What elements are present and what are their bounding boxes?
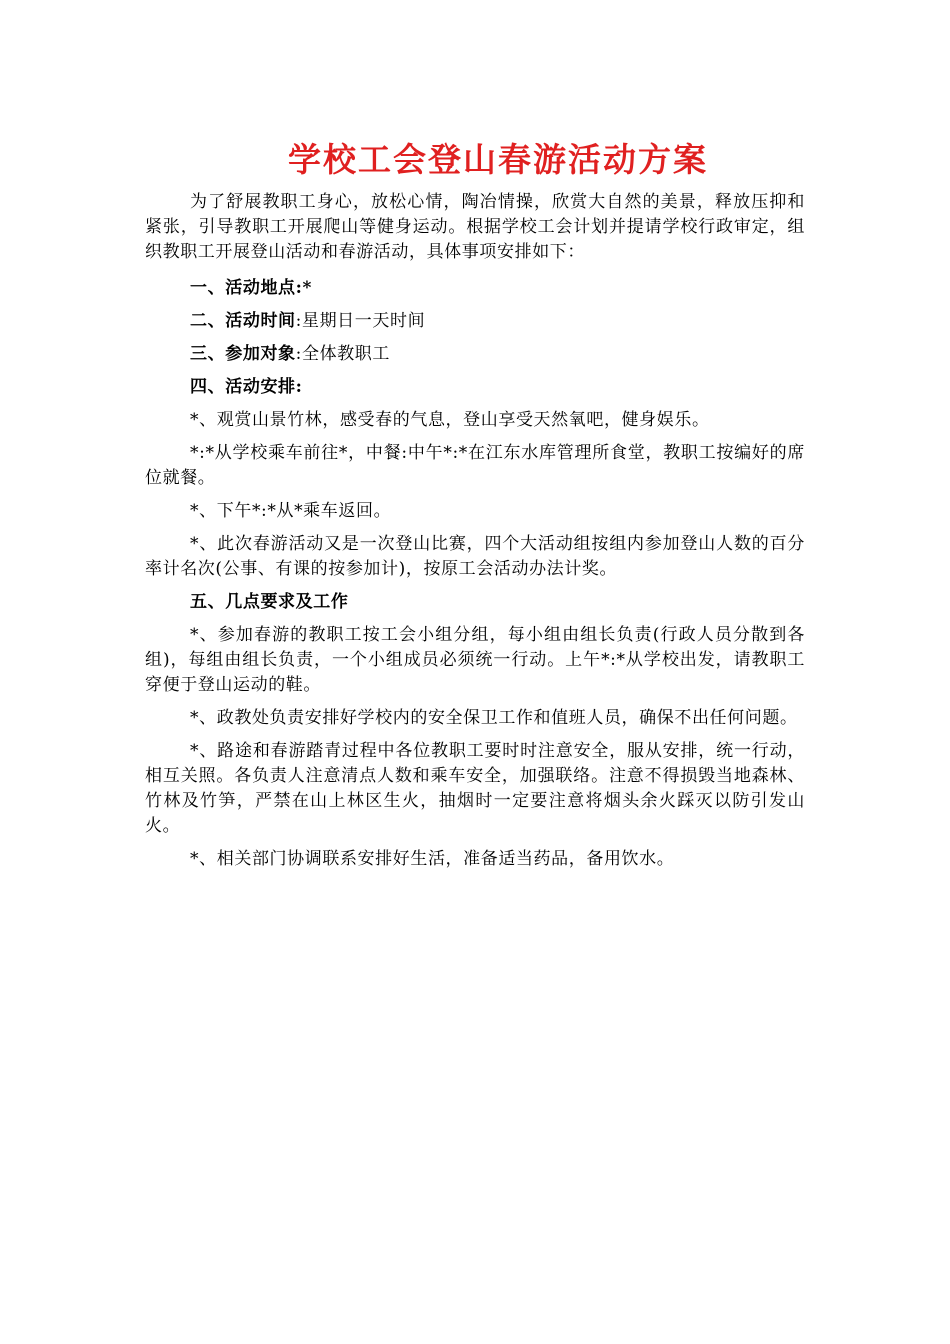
requirement-item: *、政教处负责安排好学校内的安全保卫工作和值班人员，确保不出任何问题。 xyxy=(190,708,798,728)
requirement-item: *、相关部门协调联系安排好生活，准备适当药品，备用饮水。 xyxy=(190,849,675,869)
section-separator: : xyxy=(295,311,302,331)
section-value: 星期日一天时间 xyxy=(301,311,426,331)
section-label: 五、几点要求及工作 xyxy=(190,592,349,612)
section-heading-arrangement xyxy=(145,375,805,400)
section-separator: : xyxy=(295,344,302,364)
arrangement-item: *、此次春游活动又是一次登山比赛，四个大活动组按组内参加登山人数的百分率计名次(公事、有课的按参加计)，按原工会活动办法计奖。 xyxy=(145,534,805,579)
section-heading-location xyxy=(145,276,805,301)
section-label: 四、活动安排 xyxy=(190,377,296,397)
arrangement-item: *:*从学校乘车前往*，中餐:中午*:*在江东水库管理所食堂，教职工按编好的席位就餐。 xyxy=(145,443,805,488)
section-label: 三、参加对象 xyxy=(190,344,296,364)
arrangement-item: *、观赏山景竹林，感受春的气息，登山享受天然氧吧，健身娱乐。 xyxy=(190,410,710,430)
section-separator: : xyxy=(295,278,303,298)
section-heading-time xyxy=(145,309,805,334)
section-heading-participants xyxy=(145,342,805,367)
document-title: 学校工会登山春游活动方案 xyxy=(288,140,708,179)
section-value: 全体教职工 xyxy=(301,344,390,364)
section-heading-requirements xyxy=(145,590,805,615)
intro-paragraph: 为了舒展教职工身心，放松心情，陶冶情操，欣赏大自然的美景，释放压抑和紧张，引导教职工开展爬山等健身运动。根据学校工会计划并提请学校行政审定，组织教职工开展登山活动和春游活动，具体事项安排如下： xyxy=(145,192,805,262)
section-separator: : xyxy=(295,377,303,397)
section-value: * xyxy=(302,278,313,298)
document-body xyxy=(145,190,805,880)
section-label: 一、活动地点 xyxy=(190,278,296,298)
requirement-item: *、参加春游的教职工按工会小组分组，每小组由组长负责(行政人员分散到各组)，每组由组长负责，一个小组成员必须统一行动。上午*:*从学校出发，请教职工穿便于登山运动的鞋。 xyxy=(145,625,805,695)
arrangement-item: *、下午*:*从*乘车返回。 xyxy=(190,501,392,521)
requirement-item: *、路途和春游踏青过程中各位教职工要时时注意安全，服从安排，统一行动，相互关照。各负责人注意清点人数和乘车安全，加强联络。注意不得损毁当地森林、竹林及竹笋，严禁在山上林区生火，抽烟时一定要注意将烟头余火踩灭以防引发山火。 xyxy=(145,741,805,836)
section-label: 二、活动时间 xyxy=(190,311,296,331)
